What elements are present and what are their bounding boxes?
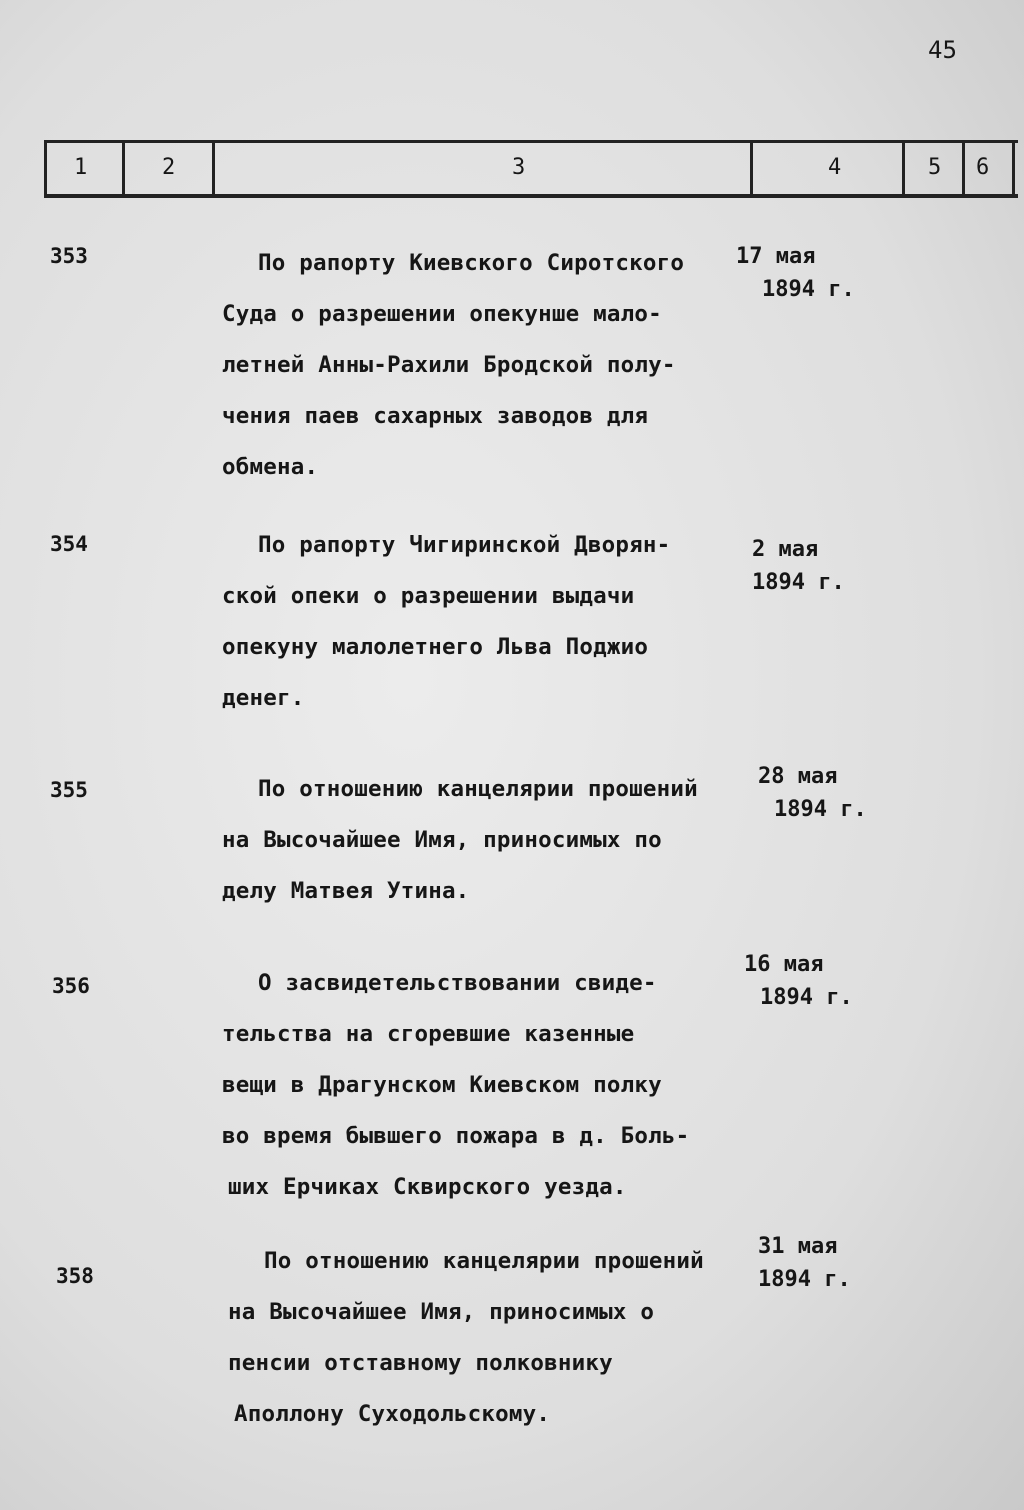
- header-col-3: 3: [512, 155, 526, 180]
- entry-date-year: 1894 г.: [752, 570, 845, 595]
- entry-text-line: опекуну малолетнего Льва Поджио: [222, 634, 649, 660]
- entry-number: 353: [50, 244, 88, 268]
- entry-text-line: тельства на сгоревшие казенные: [222, 1021, 635, 1047]
- header-divider: [962, 140, 965, 198]
- entry-text-line: По рапорту Киевского Сиротского: [258, 250, 685, 276]
- entry-text-line: пенсии отставному полковнику: [228, 1350, 613, 1376]
- entry-text-line: на Высочайшее Имя, приносимых по: [222, 827, 662, 853]
- entry-text-line: О засвидетельствовании свиде-: [258, 970, 657, 996]
- entry-number: 358: [56, 1264, 94, 1288]
- header-divider: [122, 140, 125, 198]
- entry-text-line: По отношению канцелярии прошений: [258, 776, 698, 802]
- entry-date-day: 31 мая: [758, 1234, 838, 1259]
- entry-text-line: на Высочайшее Имя, приносимых о: [228, 1299, 655, 1325]
- entry-text: [222, 764, 698, 917]
- entry-text-line: Аполлону Суходольскому.: [234, 1401, 551, 1427]
- entry-text-line: вещи в Драгунском Киевском полку: [222, 1072, 662, 1098]
- header-divider: [44, 140, 47, 198]
- header-col-1: 1: [74, 155, 88, 180]
- entry-date-year: 1894 г.: [760, 985, 853, 1010]
- entry-date: [744, 948, 853, 1014]
- entry-text-line: денег.: [222, 685, 305, 711]
- entry-date: [758, 760, 867, 826]
- header-divider: [902, 140, 905, 198]
- entry-date: [758, 1230, 851, 1296]
- header-col-6: 6: [976, 155, 990, 180]
- entry-text-line: чения паев сахарных заводов для: [222, 403, 649, 429]
- entry-text: [222, 520, 670, 724]
- page-number: 45: [928, 36, 957, 64]
- entry-number: 356: [52, 974, 90, 998]
- entry-date: [752, 533, 845, 599]
- entry-text: [222, 238, 684, 493]
- header-col-2: 2: [162, 155, 176, 180]
- entry-date-year: 1894 г.: [774, 797, 867, 822]
- entry-text-line: По рапорту Чигиринской Дворян-: [258, 532, 671, 558]
- header-divider: [212, 140, 215, 198]
- entry-text-line: обмена.: [222, 454, 319, 480]
- entry-date: [736, 240, 855, 306]
- entry-number: 355: [50, 778, 88, 802]
- entry-text: [222, 958, 689, 1213]
- entry-date-year: 1894 г.: [762, 277, 855, 302]
- entry-text-line: Суда о разрешении опекунше мало-: [222, 301, 662, 327]
- column-header-table: [44, 140, 1018, 198]
- entry-date-day: 17 мая: [736, 244, 816, 269]
- entry-text-line: ших Ерчиках Сквирского уезда.: [228, 1174, 627, 1200]
- header-divider: [1012, 140, 1015, 198]
- entry-text-line: ской опеки о разрешении выдачи: [222, 583, 635, 609]
- entry-number: 354: [50, 532, 88, 556]
- entry-date-year: 1894 г.: [758, 1267, 851, 1292]
- entry-date-day: 28 мая: [758, 764, 838, 789]
- entry-date-day: 2 мая: [752, 537, 819, 562]
- header-col-5: 5: [928, 155, 942, 180]
- entry-date-day: 16 мая: [744, 952, 824, 977]
- entry-text-line: делу Матвея Утина.: [222, 878, 470, 904]
- entry-text-line: По отношению канцелярии прошений: [264, 1248, 704, 1274]
- header-divider: [750, 140, 753, 198]
- header-col-4: 4: [828, 155, 842, 180]
- entry-text: [228, 1236, 704, 1440]
- entry-text-line: летней Анны-Рахили Бродской полу-: [222, 352, 676, 378]
- entry-text-line: во время бывшего пожара в д. Боль-: [222, 1123, 690, 1149]
